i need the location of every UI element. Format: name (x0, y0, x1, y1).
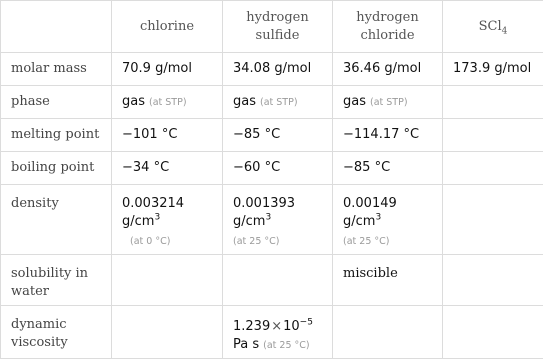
column-header-hydrogen-chloride: hydrogen chloride (333, 1, 443, 53)
density-unit-exponent: 3 (154, 212, 161, 223)
viscosity-exponent: −5 (299, 317, 313, 328)
cell-hcl-molar-mass: 36.46 g/mol (333, 53, 443, 86)
cell-scl4-viscosity (443, 306, 543, 359)
density-note: (at 25 °C) (343, 236, 390, 247)
cell-hcl-solubility: miscible (333, 255, 443, 306)
cell-chlorine-density (112, 185, 223, 255)
cell-chlorine-solubility (112, 255, 223, 306)
cell-hcl-viscosity (333, 306, 443, 359)
density-value: 0.003214 (122, 196, 185, 211)
density-value: 0.001393 (233, 196, 296, 211)
cell-chlorine-phase (112, 86, 223, 119)
cell-chlorine-boiling-point: −34 °C (112, 152, 223, 185)
viscosity-note: (at 25 °C) (263, 340, 310, 351)
column-header-scl4 (443, 1, 543, 53)
cell-h2s-solubility (223, 255, 333, 306)
density-note: (at 0 °C) (130, 236, 171, 247)
phase-value: gas (122, 93, 145, 109)
cell-hcl-melting-point: −114.17 °C (333, 119, 443, 152)
phase-note: (at STP) (149, 96, 187, 108)
cell-hcl-density (333, 185, 443, 255)
row-label-solubility: solubility in water (1, 255, 112, 306)
cell-hcl-phase (333, 86, 443, 119)
cell-h2s-viscosity (223, 306, 333, 359)
scl4-base: SCl (478, 18, 502, 34)
density-unit-exponent: 3 (265, 212, 272, 223)
cell-scl4-boiling-point (443, 152, 543, 185)
cell-h2s-boiling-point: −60 °C (223, 152, 333, 185)
column-header-chlorine: chlorine (112, 1, 223, 53)
phase-value: gas (343, 93, 366, 109)
table-row-melting-point (1, 119, 543, 152)
row-label-phase: phase (1, 86, 112, 119)
table-row-solubility (1, 255, 543, 306)
row-label-molar-mass: molar mass (1, 53, 112, 86)
cell-scl4-phase (443, 86, 543, 119)
cell-scl4-density (443, 185, 543, 255)
table-row-viscosity (1, 306, 543, 359)
table-row-density (1, 185, 543, 255)
phase-note: (at STP) (370, 96, 408, 108)
cell-scl4-melting-point (443, 119, 543, 152)
row-label-viscosity: dynamic viscosity (1, 306, 112, 359)
row-label-melting-point: melting point (1, 119, 112, 152)
cell-h2s-phase (223, 86, 333, 119)
column-header-hydrogen-sulfide: hydrogen sulfide (223, 1, 333, 53)
viscosity-mantissa: 1.239 (233, 319, 271, 334)
density-unit-exponent: 3 (375, 212, 382, 223)
viscosity-base: 10 (283, 319, 300, 334)
density-unit: g/cm (122, 214, 155, 229)
density-unit: g/cm (343, 214, 376, 229)
row-label-density: density (1, 185, 112, 255)
cell-h2s-density (223, 185, 333, 255)
cell-chlorine-melting-point: −101 °C (112, 119, 223, 152)
cell-scl4-solubility (443, 255, 543, 306)
cell-h2s-molar-mass: 34.08 g/mol (223, 53, 333, 86)
times-sign: × (271, 319, 283, 334)
density-value: 0.00149 (343, 196, 397, 211)
table-row-boiling-point (1, 152, 543, 185)
viscosity-unit: Pa s (233, 337, 260, 352)
header-row (1, 1, 543, 53)
cell-chlorine-viscosity (112, 306, 223, 359)
table-row-phase (1, 86, 543, 119)
corner-cell (1, 1, 112, 53)
phase-note: (at STP) (260, 96, 298, 108)
row-label-boiling-point: boiling point (1, 152, 112, 185)
cell-h2s-melting-point: −85 °C (223, 119, 333, 152)
cell-hcl-boiling-point: −85 °C (333, 152, 443, 185)
cell-scl4-molar-mass: 173.9 g/mol (443, 53, 543, 86)
scl4-subscript: 4 (501, 26, 508, 37)
table-row-molar-mass (1, 53, 543, 86)
cell-chlorine-molar-mass: 70.9 g/mol (112, 53, 223, 86)
phase-value: gas (233, 93, 256, 109)
density-note: (at 25 °C) (233, 236, 280, 247)
density-unit: g/cm (233, 214, 266, 229)
